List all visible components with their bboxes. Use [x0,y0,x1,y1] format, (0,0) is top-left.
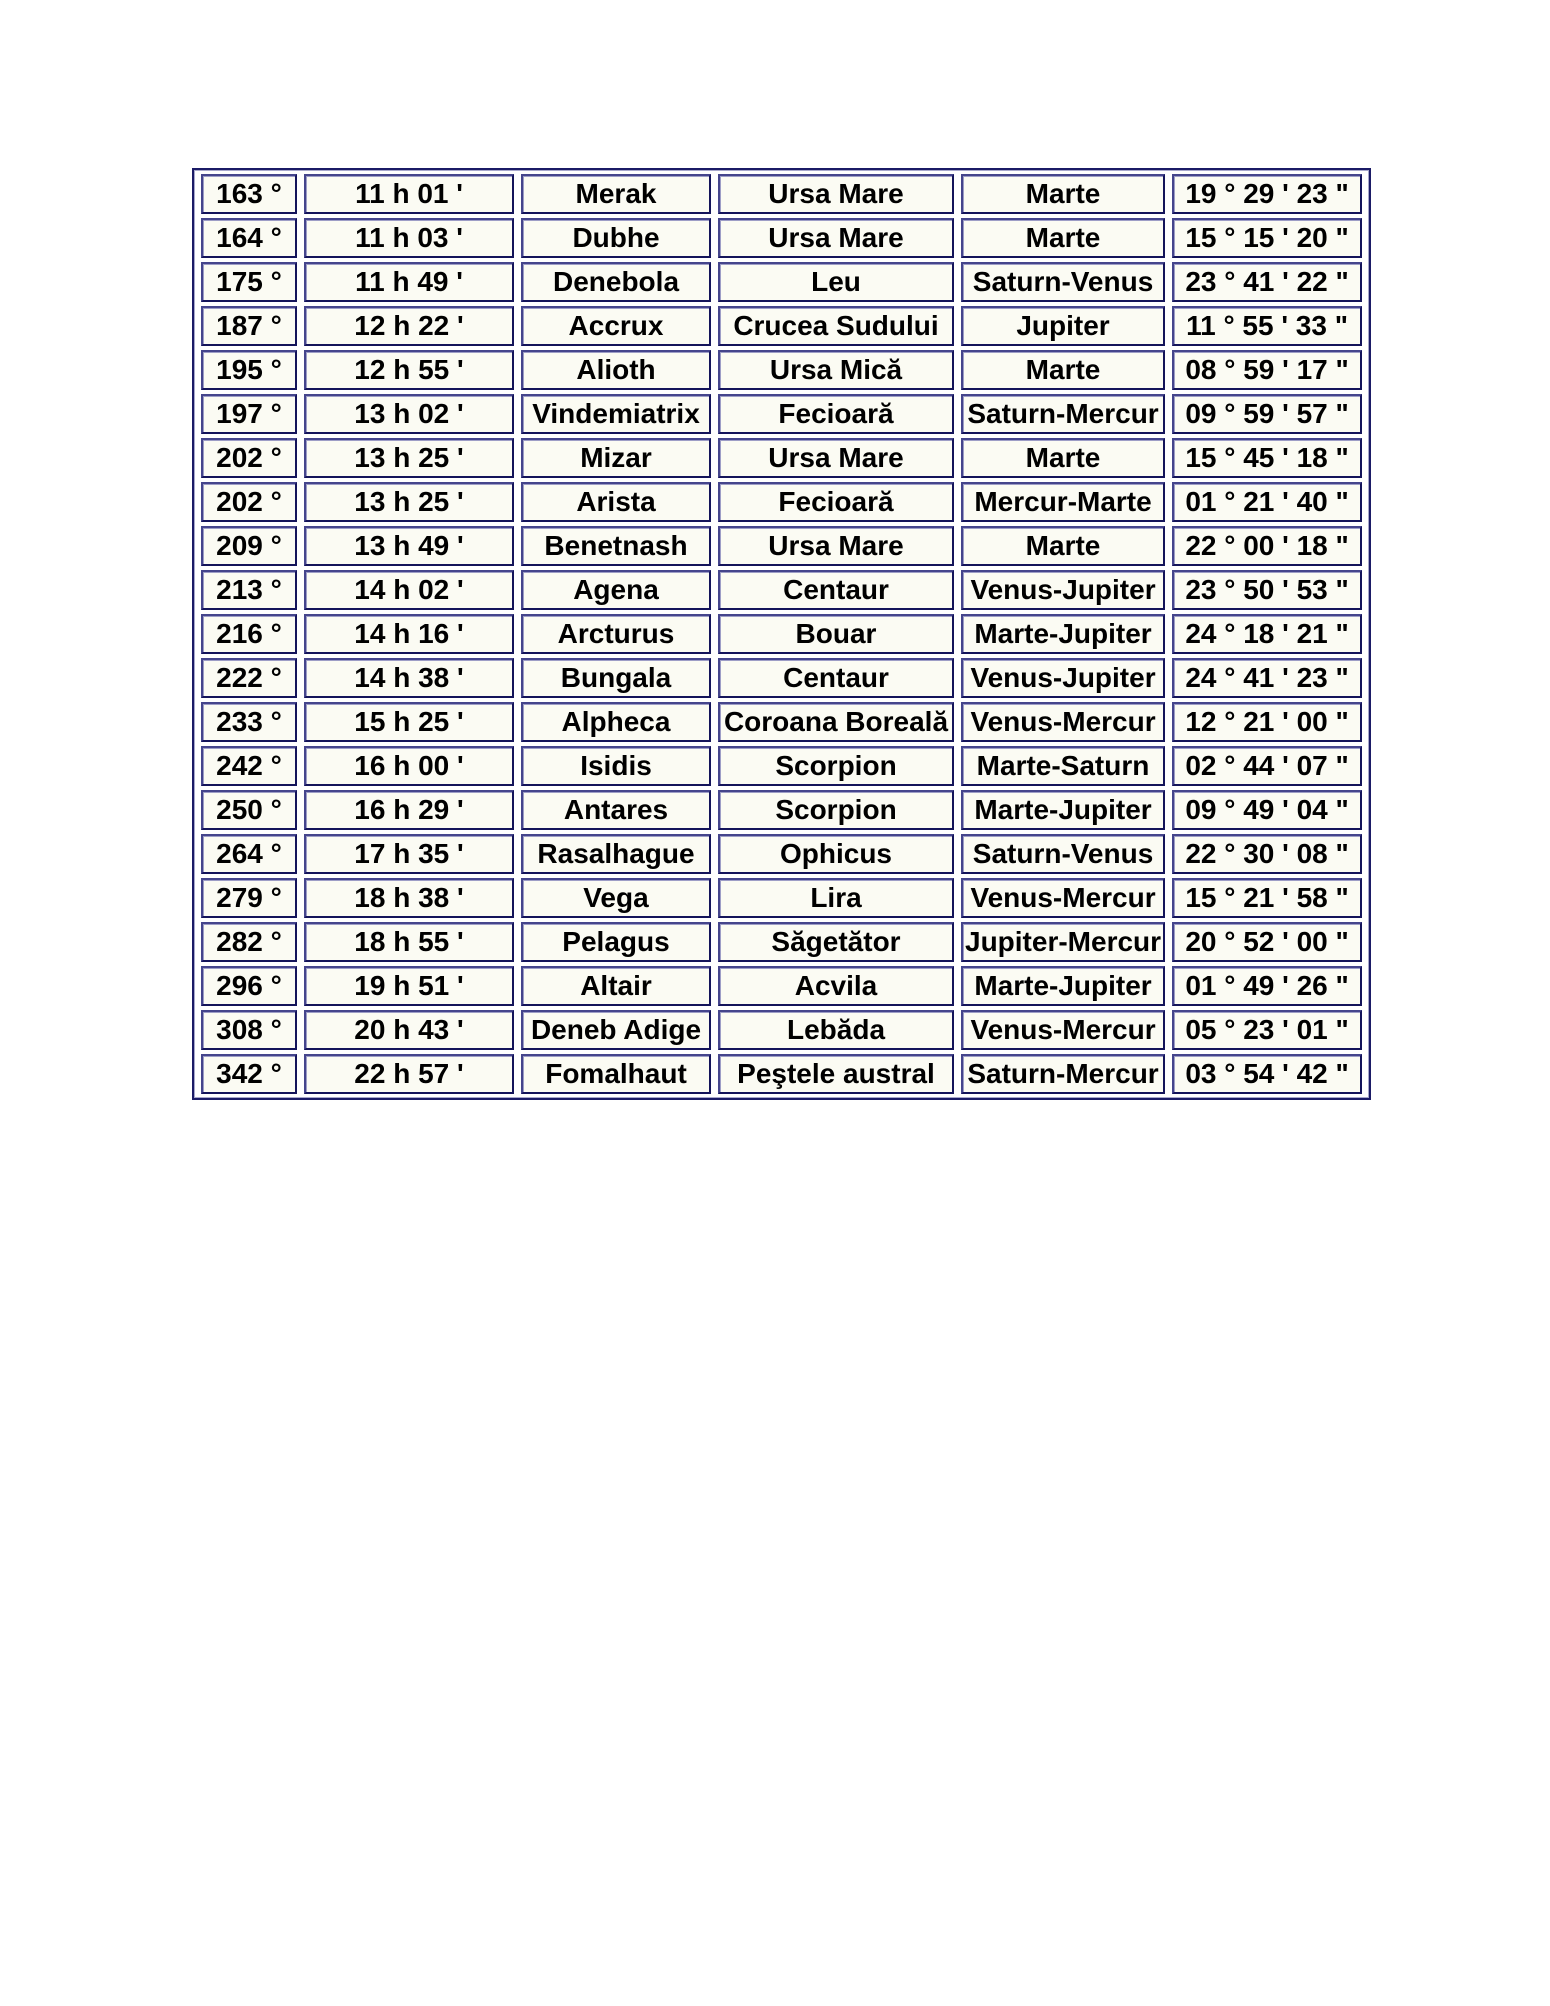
table-cell: Accrux [521,306,711,346]
table-cell: Marte-Jupiter [961,614,1165,654]
table-cell: 14 h 16 ' [304,614,514,654]
table-cell: 22 ° 00 ' 18 " [1172,526,1362,566]
table-cell: 15 ° 15 ' 20 " [1172,218,1362,258]
table-row [201,174,1362,214]
table-row [201,482,1362,522]
table-cell: Centaur [718,570,954,610]
table-cell: 20 h 43 ' [304,1010,514,1050]
table-cell: 13 h 02 ' [304,394,514,434]
table-cell: Peştele austral [718,1054,954,1094]
table-cell: Deneb Adige [521,1010,711,1050]
table-cell: 08 ° 59 ' 17 " [1172,350,1362,390]
table-cell: 18 h 38 ' [304,878,514,918]
table-row [201,658,1362,698]
table-cell: Ophicus [718,834,954,874]
table-cell: Arcturus [521,614,711,654]
table-cell: Ursa Mare [718,526,954,566]
table-cell: 175 ° [201,262,297,302]
table-cell: Acvila [718,966,954,1006]
table-cell: 282 ° [201,922,297,962]
table-row [201,570,1362,610]
table-cell: Venus-Jupiter [961,658,1165,698]
table-cell: 233 ° [201,702,297,742]
table-cell: 308 ° [201,1010,297,1050]
table-row [201,1054,1362,1094]
table-cell: 12 h 55 ' [304,350,514,390]
table-cell: 14 h 38 ' [304,658,514,698]
table-cell: Săgetător [718,922,954,962]
table-cell: Vega [521,878,711,918]
table-cell: 216 ° [201,614,297,654]
table-cell: 09 ° 59 ' 57 " [1172,394,1362,434]
table-cell: Saturn-Mercur [961,394,1165,434]
table-cell: Rasalhague [521,834,711,874]
table-cell: 17 h 35 ' [304,834,514,874]
table-cell: Venus-Mercur [961,1010,1165,1050]
table-cell: Marte [961,350,1165,390]
table-cell: Marte-Jupiter [961,790,1165,830]
table-cell: Fecioară [718,482,954,522]
table-cell: 19 ° 29 ' 23 " [1172,174,1362,214]
table-cell: Benetnash [521,526,711,566]
table-cell: Merak [521,174,711,214]
table-cell: 24 ° 41 ' 23 " [1172,658,1362,698]
table-cell: Fecioară [718,394,954,434]
table-cell: 202 ° [201,438,297,478]
table-cell: 213 ° [201,570,297,610]
table-cell: Saturn-Mercur [961,1054,1165,1094]
table-cell: Marte [961,526,1165,566]
table-cell: Mizar [521,438,711,478]
table-cell: Marte-Jupiter [961,966,1165,1006]
table-cell: Venus-Mercur [961,878,1165,918]
table-cell: Venus-Mercur [961,702,1165,742]
table-cell: 195 ° [201,350,297,390]
table-row [201,306,1362,346]
table-cell: 15 h 25 ' [304,702,514,742]
table-cell: 279 ° [201,878,297,918]
table-cell: 187 ° [201,306,297,346]
table-cell: 13 h 25 ' [304,438,514,478]
table-cell: Saturn-Venus [961,262,1165,302]
table-cell: 13 h 49 ' [304,526,514,566]
table-cell: 11 ° 55 ' 33 " [1172,306,1362,346]
table-cell: 264 ° [201,834,297,874]
table-cell: 197 ° [201,394,297,434]
table-cell: Coroana Boreală [718,702,954,742]
table-cell: 02 ° 44 ' 07 " [1172,746,1362,786]
table-cell: Centaur [718,658,954,698]
table-cell: 01 ° 21 ' 40 " [1172,482,1362,522]
table-cell: 12 ° 21 ' 00 " [1172,702,1362,742]
table-cell: 163 ° [201,174,297,214]
table-cell: 03 ° 54 ' 42 " [1172,1054,1362,1094]
table-cell: 202 ° [201,482,297,522]
table-cell: Bouar [718,614,954,654]
table-cell: Dubhe [521,218,711,258]
table-cell: Vindemiatrix [521,394,711,434]
table-row [201,350,1362,390]
table-cell: Saturn-Venus [961,834,1165,874]
table-cell: Isidis [521,746,711,786]
table-cell: Ursa Mică [718,350,954,390]
table-cell: Lira [718,878,954,918]
table-cell: Alioth [521,350,711,390]
table-cell: Crucea Sudului [718,306,954,346]
table-cell: Leu [718,262,954,302]
table-cell: 12 h 22 ' [304,306,514,346]
table-body [201,174,1362,1094]
table-row [201,922,1362,962]
table-row [201,966,1362,1006]
table-cell: 342 ° [201,1054,297,1094]
table-cell: Mercur-Marte [961,482,1165,522]
star-table [194,170,1369,1098]
table-cell: Ursa Mare [718,174,954,214]
table-row [201,1010,1362,1050]
table-cell: 19 h 51 ' [304,966,514,1006]
table-cell: Agena [521,570,711,610]
table-cell: Scorpion [718,790,954,830]
table-cell: Venus-Jupiter [961,570,1165,610]
table-cell: 24 ° 18 ' 21 " [1172,614,1362,654]
table-cell: 22 h 57 ' [304,1054,514,1094]
table-row [201,834,1362,874]
table-cell: Scorpion [718,746,954,786]
table-cell: 11 h 03 ' [304,218,514,258]
table-cell: Antares [521,790,711,830]
table-row [201,218,1362,258]
table-cell: 18 h 55 ' [304,922,514,962]
table-cell: 09 ° 49 ' 04 " [1172,790,1362,830]
table-cell: Pelagus [521,922,711,962]
table-cell: Denebola [521,262,711,302]
table-row [201,878,1362,918]
table-row [201,438,1362,478]
table-cell: 242 ° [201,746,297,786]
table-cell: 16 h 00 ' [304,746,514,786]
table-cell: Marte [961,438,1165,478]
table-cell: Marte [961,218,1165,258]
table-cell: 15 ° 21 ' 58 " [1172,878,1362,918]
table-cell: 11 h 01 ' [304,174,514,214]
table-cell: 13 h 25 ' [304,482,514,522]
table-cell: Lebăda [718,1010,954,1050]
table-cell: 296 ° [201,966,297,1006]
table-cell: 11 h 49 ' [304,262,514,302]
table-cell: 222 ° [201,658,297,698]
table-row [201,262,1362,302]
table-cell: Arista [521,482,711,522]
table-cell: Alpheca [521,702,711,742]
table-row [201,746,1362,786]
table-cell: 250 ° [201,790,297,830]
table-cell: 16 h 29 ' [304,790,514,830]
table-cell: Marte [961,174,1165,214]
table-cell: 23 ° 41 ' 22 " [1172,262,1362,302]
table-row [201,394,1362,434]
table-cell: Jupiter [961,306,1165,346]
table-cell: Bungala [521,658,711,698]
table-cell: Marte-Saturn [961,746,1165,786]
table-cell: Fomalhaut [521,1054,711,1094]
table-cell: Ursa Mare [718,438,954,478]
table-cell: 01 ° 49 ' 26 " [1172,966,1362,1006]
table-cell: Jupiter-Mercur [961,922,1165,962]
table-cell: Altair [521,966,711,1006]
table-cell: 209 ° [201,526,297,566]
table-cell: Ursa Mare [718,218,954,258]
table-cell: 05 ° 23 ' 01 " [1172,1010,1362,1050]
table-row [201,790,1362,830]
table-cell: 15 ° 45 ' 18 " [1172,438,1362,478]
table-row [201,702,1362,742]
table-row [201,614,1362,654]
table-row [201,526,1362,566]
table-cell: 164 ° [201,218,297,258]
table-cell: 14 h 02 ' [304,570,514,610]
table-cell: 22 ° 30 ' 08 " [1172,834,1362,874]
star-ephemeris-table [192,168,1371,1100]
table-cell: 20 ° 52 ' 00 " [1172,922,1362,962]
table-cell: 23 ° 50 ' 53 " [1172,570,1362,610]
